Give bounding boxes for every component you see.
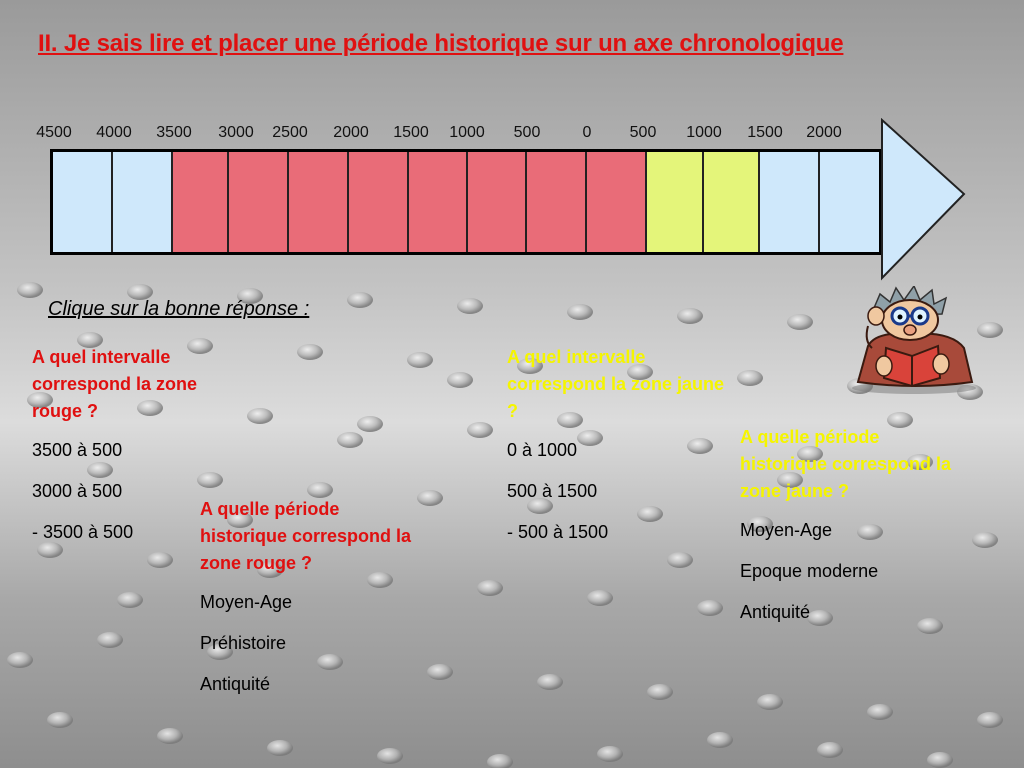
question-yellow-interval	[507, 344, 727, 560]
background-dot	[647, 684, 673, 700]
tick-label: 3500	[156, 124, 192, 141]
question-title: A quelle période historique correspond la zone rouge ?	[200, 499, 412, 573]
tick-label: 500	[513, 124, 541, 141]
timeline-bar	[50, 149, 882, 255]
background-dot	[757, 694, 783, 710]
timeline-segment-red	[409, 152, 469, 252]
background-dot	[467, 422, 493, 438]
timeline-segment-blue	[760, 152, 820, 252]
timeline-segment-yellow	[704, 152, 761, 252]
background-dot	[297, 344, 323, 360]
tick-label: 2000	[806, 124, 842, 141]
question-red-period	[200, 496, 420, 712]
background-dot	[697, 600, 723, 616]
timeline-segment-blue	[53, 152, 113, 252]
answer-option[interactable]: - 500 à 1500	[507, 522, 609, 542]
background-dot	[417, 490, 443, 506]
answer-option[interactable]: Moyen-Age	[740, 520, 833, 540]
background-dot	[267, 740, 293, 756]
answer-option[interactable]: 3000 à 500	[32, 481, 123, 501]
timeline-segment-red	[349, 152, 409, 252]
timeline-segment-blue	[820, 152, 879, 252]
background-dot	[427, 664, 453, 680]
background-dot	[7, 652, 33, 668]
timeline-segment-red	[173, 152, 230, 252]
answer-option[interactable]: Epoque moderne	[740, 561, 879, 581]
background-dot	[337, 432, 363, 448]
background-dot	[407, 352, 433, 368]
tick-label: 1000	[449, 124, 485, 141]
background-dot	[157, 728, 183, 744]
background-dot	[457, 298, 483, 314]
background-dot	[357, 416, 383, 432]
timeline-segment-red	[229, 152, 289, 252]
background-dot	[977, 712, 1003, 728]
tick-label: 3000	[218, 124, 254, 141]
background-dot	[867, 704, 893, 720]
timeline-segment-blue	[113, 152, 173, 252]
background-dot	[707, 732, 733, 748]
background-dot	[377, 748, 403, 764]
answer-option[interactable]: Préhistoire	[200, 633, 287, 653]
tick-label: 2500	[272, 124, 308, 141]
background-dot	[972, 532, 998, 548]
background-dot	[347, 292, 373, 308]
background-dot	[787, 314, 813, 330]
timeline-arrow-head	[878, 118, 968, 282]
timeline-segment-red	[587, 152, 647, 252]
timeline-segment-red	[468, 152, 527, 252]
background-dot	[597, 746, 623, 762]
background-dot	[117, 592, 143, 608]
background-dot	[537, 674, 563, 690]
question-title: A quelle période historique correspond la zone jaune ?	[740, 427, 952, 501]
answer-option[interactable]: 500 à 1500	[507, 481, 598, 501]
tick-label: 4000	[96, 124, 132, 141]
tick-label: 4500	[36, 124, 72, 141]
tick-label: 1500	[747, 124, 783, 141]
background-dot	[567, 304, 593, 320]
tick-label: 500	[629, 124, 657, 141]
background-dot	[587, 590, 613, 606]
background-dot	[677, 308, 703, 324]
tick-label: 0	[582, 124, 592, 141]
question-title: A quel intervalle correspond la zone rouge ?	[32, 347, 198, 421]
background-dot	[477, 580, 503, 596]
background-dot	[97, 632, 123, 648]
tick-label: 1500	[393, 124, 429, 141]
answer-option[interactable]: Antiquité	[740, 602, 811, 622]
answer-option[interactable]: 3500 à 500	[32, 440, 123, 460]
background-dot	[927, 752, 953, 768]
instruction-text: Clique sur la bonne réponse :	[48, 298, 310, 320]
timeline-segment-red	[527, 152, 587, 252]
background-dot	[817, 742, 843, 758]
answer-option[interactable]: 0 à 1000	[507, 440, 578, 460]
background-dot	[47, 712, 73, 728]
page-title: II. Je sais lire et placer une période historique sur un axe chronologique	[38, 30, 844, 57]
answer-option[interactable]: - 3500 à 500	[32, 522, 134, 542]
answer-option[interactable]: Antiquité	[200, 674, 271, 694]
answer-option[interactable]: Moyen-Age	[200, 592, 293, 612]
question-title: A quel intervalle correspond la zone jaune ?	[507, 347, 725, 421]
background-dot	[487, 754, 513, 768]
reading-scientist-icon	[846, 286, 981, 396]
timeline-segment-yellow	[647, 152, 704, 252]
background-dot	[447, 372, 473, 388]
background-dot	[17, 282, 43, 298]
tick-label: 2000	[333, 124, 369, 141]
tick-label: 1000	[686, 124, 722, 141]
question-yellow-period	[740, 424, 970, 640]
timeline-segment-red	[289, 152, 349, 252]
background-dot	[737, 370, 763, 386]
